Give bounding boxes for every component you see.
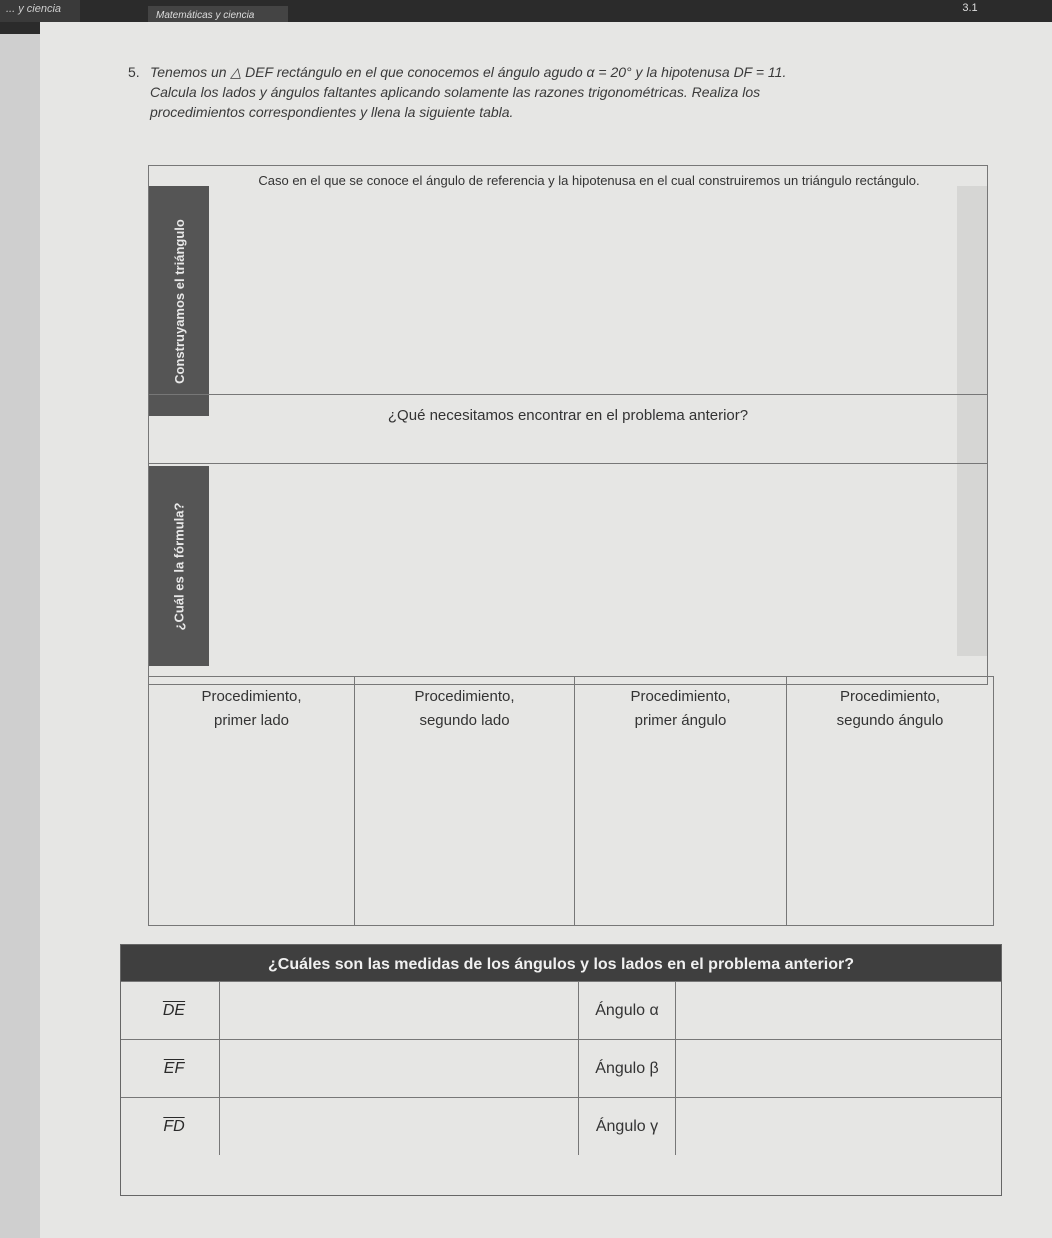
side-label-formula: [149, 466, 209, 666]
side-label: $\overline{EF}$: [163, 1059, 185, 1077]
side-label-construct: [149, 186, 209, 416]
angle-name: Ángulo γ: [595, 1117, 659, 1135]
angle-answer-field[interactable]: [675, 1040, 1001, 1097]
question-text: ¿Qué necesitamos encontrar en el problema anterior?: [387, 407, 749, 424]
measures-heading: ¿Cuáles son las medidas de los ángulos y los lados en el problema anterior?: [121, 945, 1001, 981]
question-row: [149, 394, 987, 464]
angle-name: Ángulo β: [595, 1059, 659, 1077]
side-label-formula-text: ¿Cuál es la fórmula?: [171, 502, 187, 630]
angle-answer-field[interactable]: [675, 982, 1001, 1039]
procedure-first-angle[interactable]: [575, 677, 787, 925]
construction-table: [148, 165, 988, 685]
procedure-label: Procedimiento,: [630, 688, 731, 705]
side-answer-field[interactable]: [219, 1098, 579, 1155]
procedure-sublabel: segundo lado: [419, 712, 510, 729]
side-label: $\overline{DE}$: [162, 1001, 186, 1019]
side-label: $\overline{FD}$: [163, 1117, 185, 1135]
procedure-second-side[interactable]: [355, 677, 575, 925]
procedures-table: [148, 676, 994, 926]
measure-row: [121, 1039, 1001, 1097]
measure-row: [121, 1097, 1001, 1155]
side-answer-field[interactable]: [219, 1040, 579, 1097]
measure-row: [121, 981, 1001, 1039]
procedure-label: Procedimiento,: [414, 688, 515, 705]
procedure-sublabel: segundo ángulo: [836, 712, 944, 729]
procedure-first-side[interactable]: [149, 677, 355, 925]
side-name: [131, 982, 217, 1039]
side-label-construct-text: Construyamos el triángulo: [171, 218, 187, 384]
procedure-label: Procedimiento,: [201, 688, 302, 705]
side-name: [131, 1040, 217, 1097]
procedure-second-angle[interactable]: [787, 677, 993, 925]
angle-name: Ángulo α: [595, 1001, 659, 1019]
subject-tag: Matemáticas y ciencia: [148, 6, 288, 28]
angle-answer-field[interactable]: [675, 1098, 1001, 1155]
case-description: Caso en el que se conoce el ángulo de referencia y la hipotenusa en el cual construiremos un triángulo rectángulo.: [258, 173, 920, 188]
side-name: [131, 1098, 217, 1155]
problem-text: Tenemos un △ DEF rectángulo en el que conocemos el ángulo agudo α = 20° y la hipotenusa DF = 11. Calcula los lados y ángulos faltantes aplicando solamente las razones trigonométricas. Realiza los procedimientos correspondientes y llena la siguiente tabla.: [150, 64, 787, 120]
procedure-label: Procedimiento,: [839, 688, 941, 705]
side-answer-field[interactable]: [219, 982, 579, 1039]
section-tag: ... y ciencia: [0, 0, 80, 22]
problem-statement: [128, 62, 790, 122]
problem-number: 5.: [128, 64, 140, 80]
procedure-sublabel: primer lado: [213, 712, 290, 729]
procedure-sublabel: primer ángulo: [634, 712, 727, 729]
page-number: 3.1: [962, 2, 978, 14]
measures-table: [120, 944, 1002, 1196]
